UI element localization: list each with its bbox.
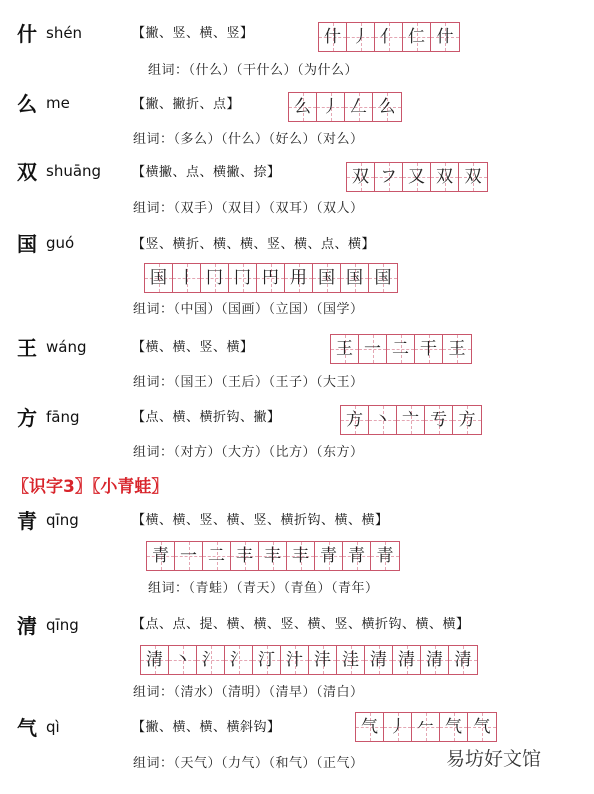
stroke-grid-glyph: 双: [436, 166, 453, 187]
character-qing: 青: [17, 509, 37, 533]
stroke-grid-glyph: 丿: [322, 96, 339, 117]
character-shen: 什: [17, 22, 37, 46]
stroke-grid-glyph: 青: [376, 545, 394, 566]
word-list-qing-clear: 组词：（清水）（清明）（清早）（清白）: [133, 685, 364, 700]
stroke-grid-glyph: 汀: [258, 649, 275, 670]
stroke-grid-glyph: 方: [458, 409, 476, 430]
stroke-grid-glyph: 双: [464, 166, 482, 187]
stroke-order-shen: 【撇、竖、横、竖】: [132, 26, 254, 41]
section-title: 〖识字3〗〖小青蛙〗: [12, 477, 169, 497]
stroke-grid-cell: [225, 646, 253, 674]
stroke-grid-glyph: 清: [454, 649, 472, 670]
word-list-guo: 组词：（中国）（国画）（立国）（国学）: [133, 302, 364, 317]
stroke-grid-glyph: 沣: [314, 649, 331, 670]
stroke-grid-cell: [431, 163, 459, 191]
stroke-grid-cell: [384, 713, 412, 741]
stroke-grid-glyph: 国: [346, 267, 363, 288]
stroke-grid-cell: [281, 646, 309, 674]
stroke-grid-cell: [197, 646, 225, 674]
stroke-grid-glyph: 气: [445, 716, 462, 737]
stroke-grid-qing-clear: [140, 645, 478, 675]
stroke-grid-cell: [313, 264, 341, 292]
stroke-grid-cell: [229, 264, 257, 292]
stroke-grid-cell: [453, 406, 481, 434]
stroke-grid-cell: [347, 23, 375, 51]
stroke-grid-cell: [393, 646, 421, 674]
stroke-grid-cell: [375, 23, 403, 51]
word-list-me: 组词：（多么）（什么）（好么）（对么）: [133, 132, 364, 147]
stroke-grid-cell: [425, 406, 453, 434]
word-list-fang: 组词：（对方）（大方）（比方）（东方）: [133, 445, 364, 460]
stroke-grid-cell: [337, 646, 365, 674]
stroke-grid-glyph: 仁: [408, 26, 425, 47]
stroke-grid-cell: [203, 542, 231, 570]
pinyin-qi: qì: [46, 718, 60, 736]
pinyin-qing-clear: qīng: [46, 616, 79, 634]
stroke-grid-glyph: 氵: [202, 649, 219, 670]
stroke-grid-glyph: 清: [146, 649, 163, 670]
stroke-grid-me: [288, 92, 402, 122]
stroke-grid-cell: [412, 713, 440, 741]
stroke-grid-glyph: 王: [336, 338, 353, 359]
stroke-grid-glyph: 气: [473, 716, 491, 737]
character-guo: 国: [17, 232, 37, 256]
stroke-grid-glyph: 亻: [380, 26, 397, 47]
stroke-grid-glyph: 一: [180, 545, 197, 566]
stroke-grid-cell: [431, 23, 459, 51]
stroke-grid-glyph: 什: [436, 26, 454, 47]
stroke-grid-cell: [317, 93, 345, 121]
pinyin-qing: qīng: [46, 511, 79, 529]
stroke-grid-glyph: 青: [320, 545, 337, 566]
stroke-grid-cell: [315, 542, 343, 570]
stroke-grid-glyph: 王: [448, 338, 466, 359]
stroke-grid-fang: [340, 405, 482, 435]
stroke-grid-glyph: 冂: [206, 267, 223, 288]
watermark: 易坊好文馆: [446, 748, 542, 770]
stroke-grid-glyph: 国: [318, 267, 335, 288]
stroke-grid-cell: [285, 264, 313, 292]
stroke-grid-glyph: 丿: [389, 716, 406, 737]
stroke-grid-cell: [403, 23, 431, 51]
stroke-order-guo: 【竖、横折、横、横、竖、横、点、横】: [132, 237, 376, 252]
stroke-grid-glyph: 丰: [236, 545, 253, 566]
stroke-grid-glyph: 汁: [286, 649, 303, 670]
stroke-grid-cell: [331, 335, 359, 363]
stroke-grid-glyph: 二: [392, 338, 409, 359]
character-fang: 方: [17, 406, 37, 430]
stroke-grid-guo: [144, 263, 398, 293]
stroke-grid-glyph: 用: [290, 267, 307, 288]
stroke-grid-glyph: フ: [380, 166, 397, 187]
stroke-grid-cell: [341, 406, 369, 434]
stroke-grid-cell: [201, 264, 229, 292]
stroke-grid-cell: [257, 264, 285, 292]
stroke-grid-cell: [259, 542, 287, 570]
character-me: 么: [17, 92, 37, 116]
stroke-grid-glyph: 双: [352, 166, 369, 187]
stroke-grid-cell: [359, 335, 387, 363]
stroke-grid-glyph: 国: [150, 267, 167, 288]
stroke-grid-cell: [468, 713, 496, 741]
stroke-grid-cell: [403, 163, 431, 191]
stroke-grid-glyph: 亐: [430, 409, 447, 430]
stroke-grid-cell: [421, 646, 449, 674]
stroke-grid-glyph: 干: [420, 338, 437, 359]
stroke-grid-glyph: 么: [378, 96, 396, 117]
stroke-grid-cell: [371, 542, 399, 570]
word-list-qing: 组词：（青蛙）（青天）（青鱼）（青年）: [148, 581, 379, 596]
stroke-grid-glyph: 气: [361, 716, 378, 737]
stroke-grid-qi: [355, 712, 497, 742]
stroke-grid-cell: [415, 335, 443, 363]
stroke-grid-cell: [440, 713, 468, 741]
stroke-grid-glyph: 丶: [374, 409, 391, 430]
stroke-grid-glyph: 丰: [292, 545, 309, 566]
stroke-order-shuang: 【横撇、点、横撇、捺】: [132, 165, 281, 180]
character-qi: 气: [17, 716, 37, 740]
stroke-grid-glyph: 二: [208, 545, 225, 566]
stroke-grid-glyph: 𠃋: [350, 96, 367, 117]
character-qing-clear: 清: [17, 614, 37, 638]
stroke-order-qing: 【横、横、竖、横、竖、横折钩、横、横】: [132, 513, 389, 528]
stroke-grid-cell: [309, 646, 337, 674]
stroke-grid-cell: [369, 264, 397, 292]
stroke-grid-cell: [356, 713, 384, 741]
stroke-grid-glyph: 氵: [230, 649, 247, 670]
stroke-grid-cell: [345, 93, 373, 121]
character-wang: 王: [17, 336, 37, 360]
stroke-grid-cell: [341, 264, 369, 292]
stroke-grid-glyph: 円: [262, 267, 279, 288]
stroke-order-wang: 【横、横、竖、横】: [132, 340, 254, 355]
stroke-grid-glyph: 洼: [342, 649, 359, 670]
stroke-grid-cell: [387, 335, 415, 363]
stroke-grid-glyph: 丨: [178, 267, 195, 288]
pinyin-wang: wáng: [46, 338, 87, 356]
word-list-qi: 组词：（天气）（力气）（和气）（正气）: [133, 756, 364, 771]
stroke-grid-glyph: 冂: [234, 267, 251, 288]
word-list-wang: 组词：（国王）（王后）（王子）（大王）: [133, 375, 364, 390]
stroke-grid-cell: [459, 163, 487, 191]
stroke-grid-glyph: 丰: [264, 545, 281, 566]
stroke-grid-cell: [289, 93, 317, 121]
stroke-grid-glyph: 丿: [352, 26, 369, 47]
stroke-grid-cell: [365, 646, 393, 674]
stroke-grid-glyph: 方: [346, 409, 363, 430]
stroke-grid-glyph: 亠: [402, 409, 419, 430]
stroke-grid-glyph: 𠂉: [417, 716, 434, 737]
stroke-grid-wang: [330, 334, 472, 364]
stroke-grid-cell: [145, 264, 173, 292]
stroke-grid-shuang: [346, 162, 488, 192]
stroke-grid-glyph: 清: [370, 649, 387, 670]
pinyin-guo: guó: [46, 234, 75, 252]
pinyin-shuang: shuāng: [46, 162, 102, 180]
stroke-order-me: 【撇、撇折、点】: [132, 97, 241, 112]
stroke-grid-glyph: 又: [408, 166, 425, 187]
stroke-grid-cell: [175, 542, 203, 570]
stroke-order-qing-clear: 【点、点、提、横、横、竖、横、竖、横折钩、横、横】: [132, 617, 470, 632]
stroke-grid-cell: [169, 646, 197, 674]
stroke-grid-cell: [375, 163, 403, 191]
stroke-grid-cell: [141, 646, 169, 674]
stroke-grid-cell: [287, 542, 315, 570]
stroke-grid-glyph: 丶: [174, 649, 191, 670]
stroke-grid-cell: [343, 542, 371, 570]
stroke-grid-cell: [147, 542, 175, 570]
stroke-grid-glyph: 青: [348, 545, 365, 566]
stroke-order-qi: 【撇、横、横、横斜钩】: [132, 720, 281, 735]
stroke-grid-shen: [318, 22, 460, 52]
character-shuang: 双: [17, 160, 37, 184]
stroke-grid-cell: [173, 264, 201, 292]
stroke-grid-glyph: 国: [374, 267, 392, 288]
stroke-grid-glyph: 清: [398, 649, 415, 670]
stroke-grid-qing: [146, 541, 400, 571]
stroke-order-fang: 【点、横、横折钩、撇】: [132, 410, 281, 425]
pinyin-me: me: [46, 94, 70, 112]
pinyin-shen: shén: [46, 24, 83, 42]
word-list-shen: 组词：（什么）（干什么）（为什么）: [148, 63, 359, 78]
stroke-grid-cell: [347, 163, 375, 191]
stroke-grid-glyph: 什: [324, 26, 341, 47]
stroke-grid-cell: [373, 93, 401, 121]
stroke-grid-cell: [397, 406, 425, 434]
stroke-grid-cell: [449, 646, 477, 674]
pinyin-fang: fāng: [46, 408, 80, 426]
stroke-grid-cell: [253, 646, 281, 674]
stroke-grid-cell: [231, 542, 259, 570]
stroke-grid-glyph: 么: [294, 96, 311, 117]
stroke-grid-cell: [443, 335, 471, 363]
stroke-grid-glyph: 清: [426, 649, 443, 670]
word-list-shuang: 组词：（双手）（双目）（双耳）（双人）: [133, 201, 364, 216]
stroke-grid-glyph: 一: [364, 338, 381, 359]
stroke-grid-glyph: 青: [152, 545, 169, 566]
stroke-grid-cell: [369, 406, 397, 434]
stroke-grid-cell: [319, 23, 347, 51]
